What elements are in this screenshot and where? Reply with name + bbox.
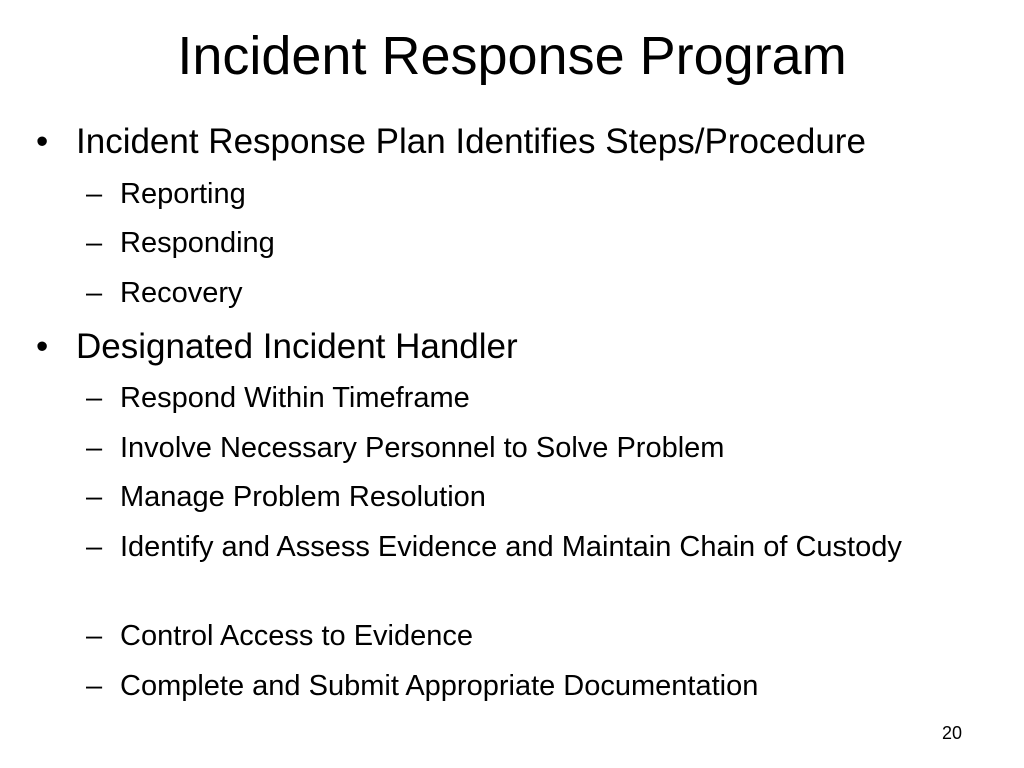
sub-item-text: Recovery bbox=[120, 277, 243, 309]
dash-icon: – bbox=[86, 277, 103, 309]
bullet-icon: • bbox=[36, 327, 49, 366]
page-number: 20 bbox=[941, 723, 962, 743]
dash-icon: – bbox=[86, 227, 103, 259]
sub-item-text: Respond Within Timeframe bbox=[120, 382, 470, 414]
dash-icon: – bbox=[86, 382, 103, 414]
sub-item bbox=[86, 273, 243, 313]
sub-item bbox=[86, 527, 920, 567]
sub-item-text: Complete and Submit Appropriate Documentation bbox=[120, 670, 759, 702]
sub-item-text: Involve Necessary Personnel to Solve Problem bbox=[120, 432, 725, 464]
sub-item-text: Responding bbox=[120, 227, 275, 259]
dash-icon: – bbox=[86, 178, 103, 210]
slide-title: Incident Response Program bbox=[177, 26, 847, 86]
dash-icon: – bbox=[86, 481, 103, 513]
sub-item bbox=[86, 378, 470, 418]
sub-item bbox=[86, 223, 275, 263]
bullet-item bbox=[36, 122, 866, 162]
bullet-text: Designated Incident Handler bbox=[76, 327, 518, 366]
sub-item-text: Reporting bbox=[120, 178, 246, 210]
sub-item bbox=[86, 666, 759, 706]
bullet-item bbox=[36, 327, 518, 367]
dash-icon: – bbox=[86, 620, 103, 652]
dash-icon: – bbox=[86, 670, 103, 702]
sub-item bbox=[86, 616, 474, 656]
bullet-text: Incident Response Plan Identifies Steps/Procedure bbox=[76, 122, 866, 161]
sub-item bbox=[86, 174, 246, 214]
sub-item-text: Manage Problem Resolution bbox=[120, 481, 486, 513]
dash-icon: – bbox=[86, 432, 103, 464]
sub-item-text: Control Access to Evidence bbox=[120, 620, 474, 652]
dash-icon: – bbox=[86, 531, 103, 563]
bullet-icon: • bbox=[36, 122, 49, 161]
sub-item-text: Identify and Assess Evidence and Maintain Chain of Custody bbox=[120, 531, 902, 563]
sub-item bbox=[86, 477, 486, 517]
sub-item bbox=[86, 428, 725, 468]
